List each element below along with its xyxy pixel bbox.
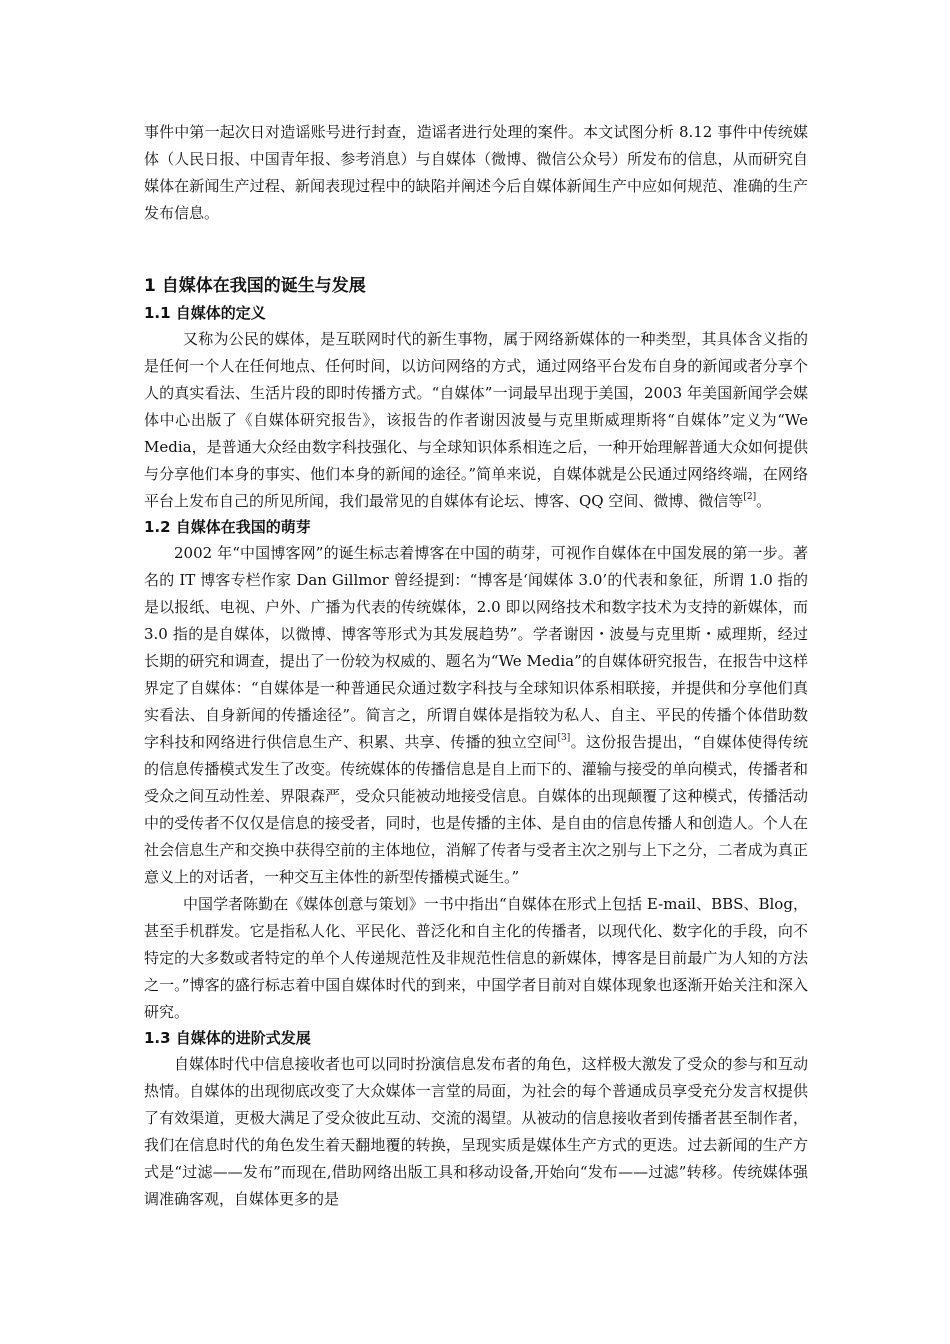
paragraph-text: 又称为公民的媒体，是互联网时代的新生事物，属于网络新媒体的一种类型，其具体含义指的是任何一个人在任何地点、任何时间，以访问网络的方式，通过网络平台发布自身的新闻或者分享个人的真实看法、生活片段的即时传播方式。“自媒体”一词最早出现于美国，2003 年美国新闻学会媒体中心出版了《自媒体研究报告》，该报告的作者谢因波曼与克里斯威理斯将“自媒体”定义为“We Media，是普通大众经由数字科技强化、与全球知识体系相连之后，一种开始理解普通大众如何提供与分享他们本身的事实、他们本身的新闻的途径。”简单来说，自媒体就是公民通过网络终端，在网络平台上发布自己的所见所闻，我们最常见的自媒体有论坛、博客、QQ 空间、微博、微信等 [144, 330, 808, 510]
section-1-2-paragraph-2: 中国学者陈勤在《媒体创意与策划》一书中指出“自媒体在形式上包括 E-mail、BBS、Blog，甚至手机群发。它是指私人化、平民化、普泛化和自主化的传播者，以现代化、数字化的手段，向不特定的大多数或者特定的单个人传递规范性及非规范性信息的新媒体，博客是目前最广为人知的方法之一。”博客的盛行标志着中国自媒体时代的到来，中国学者目前对自媒体现象也逐渐开始关注和深入研究。 [144, 895, 808, 1021]
citation-ref-3: [3] [557, 733, 571, 743]
section-1-1-heading: 1.1 自媒体的定义 [144, 304, 266, 322]
section-1-1-paragraph [144, 326, 808, 515]
section-1-3-heading: 1.3 自媒体的进阶式发展 [144, 1029, 311, 1047]
section-1-2-paragraph-1 [144, 540, 808, 891]
document-page [144, 119, 808, 1213]
section-1-2-heading: 1.2 自媒体在我国的萌芽 [144, 518, 311, 536]
section-1-heading: 1 自媒体在我国的诞生与发展 [144, 276, 366, 296]
citation-ref-2: [2] [743, 492, 757, 502]
paragraph-text: 。 [756, 492, 772, 510]
section-1-3-paragraph: 自媒体时代中信息接收者也可以同时扮演信息发布者的角色，这样极大激发了受众的参与和互动热情。自媒体的出现彻底改变了大众媒体一言堂的局面，为社会的每个普通成员享受充分发言权提供了有效渠道，更极大满足了受众彼此互动、交流的渴望。从被动的信息接收者到传播者甚至制作者，我们在信息时代的角色发生着天翻地覆的转换，呈现实质是媒体生产方式的更迭。过去新闻的生产方式是“过滤——发布”而现在,借助网络出版工具和移动设备,开始向“发布——过滤”转移。传统媒体强调准确客观，自媒体更多的是 [144, 1055, 808, 1208]
intro-paragraph: 事件中第一起次日对造谣账号进行封查，造谣者进行处理的案件。本文试图分析 8.12 事件中传统媒体（人民日报、中国青年报、参考消息）与自媒体（微博、微信公众号）所发布的信息，从而研究自媒体在新闻生产过程、新闻表现过程中的缺陷并阐述今后自媒体新闻生产中应如何规范、准确的生产发布信息。 [144, 123, 808, 222]
paragraph-text: 。这份报告提出，“自媒体使得传统的信息传播模式发生了改变。传统媒体的传播信息是自上而下的、灌输与接受的单向模式，传播者和受众之间互动性差、界限森严，受众只能被动地接受信息。自媒体的出现颠覆了这种模式，传播活动中的受传者不仅仅是信息的接受者，同时，也是传播的主体、是自由的信息传播人和创造人。个人在社会信息生产和交换中获得空前的主体地位，消解了传者与受者主次之别与上下之分，二者成为真正意义上的对话者，一种交互主体性的新型传播模式诞生。” [144, 733, 808, 886]
paragraph-text: 2002 年“中国博客网”的诞生标志着博客在中国的萌芽，可视作自媒体在中国发展的第一步。著名的 IT 博客专栏作家 Dan Gillmor 曾经提到：“博客是‘闻媒体 3.0’的代表和象征，所谓 1.0 指的是以报纸、电视、户外、广播为代表的传统媒体，2.0 即以网络技术和数字技术为支持的新媒体，而 3.0 指的是自媒体，以微博、博客等形式为其发展趋势”。学者谢因・波曼与克里斯・威理斯，经过长期的研究和调查，提出了一份较为权威的、题名为“We Media”的自媒体研究报告，在报告中这样界定了自媒体：“自媒体是一种普通民众通过数字科技与全球知识体系相联接，并提供和分享他们真实看法、自身新闻的传播途径”。简言之，所谓自媒体是指较为私人、自主、平民的传播个体借助数字科技和网络进行供信息生产、积累、共享、传播的独立空间 [144, 544, 808, 751]
